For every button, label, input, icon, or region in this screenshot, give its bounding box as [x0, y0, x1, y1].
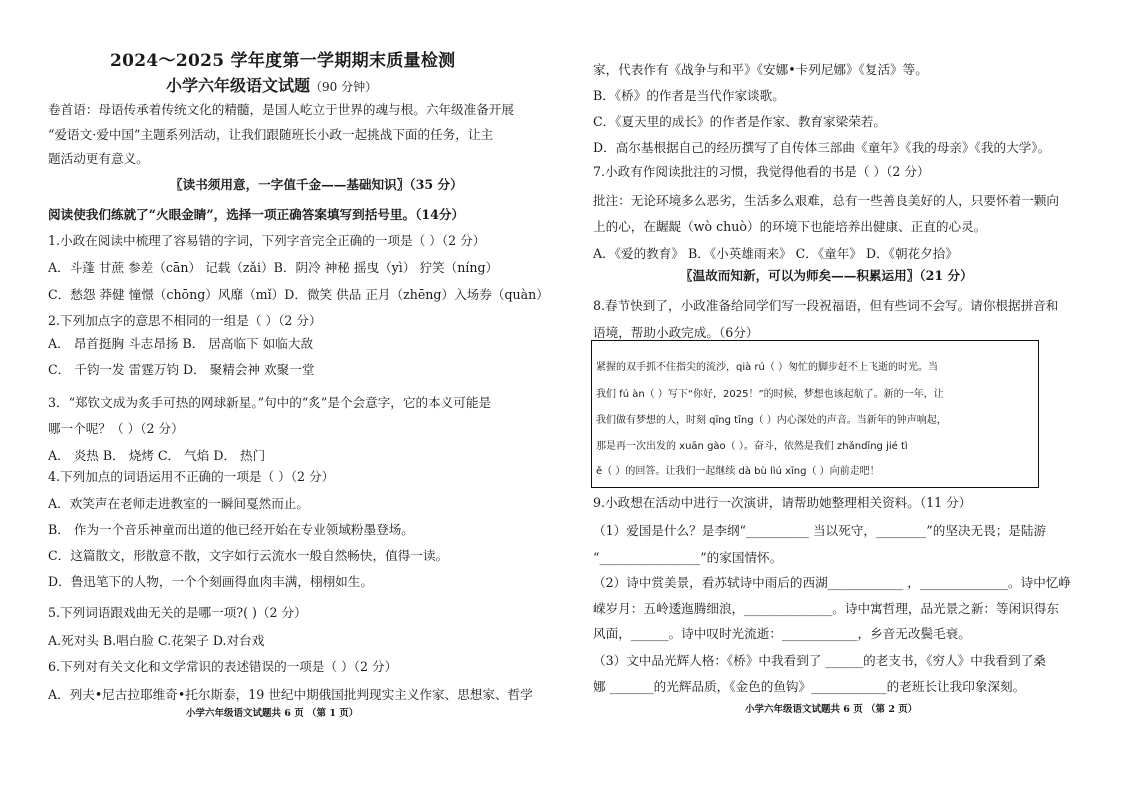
exam-duration: （90 分钟） [310, 80, 378, 94]
question-4-option: C．这篇散文，形散意不散，文字如行云流水一般自然畅快，值得一读。 [48, 548, 449, 563]
exam-title: 2024～2025 学年度第一学期期末质量检测 [110, 51, 456, 71]
question-4-option: A．欢笑声在老师走进教室的一瞬间戛然而止。 [48, 496, 309, 511]
question-6-option: 家，代表作有《战争与和平》《安娜•卡列尼娜》《复活》等。 [593, 62, 928, 77]
page-footer: 小学六年级语文试题共 6 页 （第 1 页） [186, 708, 359, 719]
question-1-options: A．斗蓬 甘蔗 参差（cān） 记载（zǎi）B．阴冷 神秘 摇曳（yì） 狞笑（níng） [48, 260, 499, 275]
question-8-stem: 语境，帮助小政完成。（6分） [593, 325, 759, 340]
question-9-fill: 嵘岁月：五岭逶迤腾细浪，______________。诗中寓哲理，品光景之新：等闲识得东 [593, 601, 1059, 616]
question-1-stem: 1.小政在阅读中梳理了容易错的字词，下列字音完全正确的一项是（ ）（2 分） [48, 233, 486, 248]
section-heading: 〖读书须用意，一字值千金——基础知识〗（35 分） [170, 177, 463, 192]
question-9-fill: “________________”的家国情怀。 [593, 550, 783, 565]
question-4-option: B． 作为一个音乐神童而出道的他已经开始在专业领域粉墨登场。 [48, 522, 414, 537]
pinyin-passage-box [591, 340, 1039, 488]
question-5-stem: 5.下列词语跟戏曲无关的是哪一项?( )（2 分） [48, 605, 307, 620]
question-6-option: D．高尔基根据自己的经历撰写了自传体三部曲《童年》《我的母亲》《我的大学》。 [593, 140, 1051, 155]
intro-line: 卷首语：母语传承着传统文化的精髓，是国人屹立于世界的魂与根。六年级准备开展 [48, 102, 514, 117]
question-9-fill: （1）爱国是什么？是李纲“__________ 当以死守，________”的坚决无畏；是陆游 [593, 523, 1047, 538]
exam-subtitle-text: 小学六年级语文试题 [166, 76, 311, 95]
passage-line: ě（ ）的回答。让我们一起继续 dà bù lìú xīng（ ）向前走吧！ [596, 466, 880, 477]
passage-line: 我们 fú àn（ ）写下“你好，2025！”的时候，梦想也该起航了。新的一年，让 [596, 389, 944, 400]
question-8-stem: 8.春节快到了，小政准备给同学们写一段祝福语，但有些词不会写。请你根据拼音和 [593, 298, 1059, 313]
question-9-fill: （3）文中品光辉人格：《桥》中我看到了 ______的老支书，《穷人》中我看到了桑 [593, 653, 1046, 668]
question-2-options: A． 昂首挺胸 斗志昂扬 B． 居高临下 如临大敌 [48, 336, 314, 351]
question-6-stem: 6.下列对有关文化和文学常识的表述错误的一项是（ ）（2 分） [48, 659, 398, 674]
exam-subtitle [166, 78, 377, 95]
section-heading: 〖温故而知新，可以为师矣——积累运用〗（21 分） [680, 268, 973, 283]
passage-line: 我们做有梦想的人，时刻 qīng tīng（ ）内心深处的声音。当新年的钟声响起， [596, 415, 947, 426]
part-heading: 阅读使我们练就了“火眼金睛”，选择一项正确答案填写到括号里。（14分） [48, 207, 465, 222]
intro-line: 题活动更有意义。 [48, 151, 149, 166]
question-9-fill: 风面，______。诗中叹时光流逝：____________，乡音无改鬓毛衰。 [593, 626, 971, 641]
question-5-options: A.死对头 B.唱白脸 C.花架子 D.对台戏 [48, 633, 265, 648]
page-one [0, 0, 549, 793]
question-1-options: C．愁怨 莽健 憧憬（chōng）风靡（mǐ）D．微笑 供品 正月（zhēng）入场券（quàn） [48, 287, 549, 302]
question-2-options: C． 千钧一发 雷霆万钧 D． 聚精会神 欢聚一堂 [48, 362, 315, 377]
question-6-option: C．《夏天里的成长》的作者是作家、教育家梁荣若。 [593, 114, 886, 129]
question-4-option: D．鲁迅笔下的人物，一个个刻画得血肉丰满，栩栩如生。 [48, 574, 373, 589]
question-7-note: 批注：无论环境多么恶劣，生活多么艰难，总有一些善良美好的人，只要怀着一颗向 [593, 193, 1059, 208]
question-7-stem: 7.小政有作阅读批注的习惯，我觉得他看的书是（ ）（2 分） [593, 164, 930, 179]
question-3-stem: 哪一个呢？（ ）（2 分） [48, 421, 184, 436]
question-9-fill: 娜 _______的光辉品质，《金色的鱼钩》____________的老班长让我印象深刻。 [593, 679, 1026, 694]
question-6-option: A．列夫•尼古拉耶维奇•托尔斯泰，19 世纪中期俄国批判现实主义作家、思想家、哲学 [48, 687, 533, 702]
intro-line: “爱语文·爱中国”主题系列活动，让我们跟随班长小政一起挑战下面的任务，让主 [48, 127, 494, 142]
question-6-option: B．《桥》的作者是当代作家谈歌。 [593, 88, 785, 103]
question-3-stem: 3．“郑钦文成为炙手可热的网球新星。”句中的“炙”是个会意字，它的本义可能是 [48, 395, 492, 410]
page-footer: 小学六年级语文试题共 6 页 （第 2 页） [745, 704, 918, 715]
question-2-stem: 2.下列加点字的意思不相同的一组是（ ）（2 分） [48, 313, 322, 328]
question-9-fill: （2）诗中赏美景，看苏轼诗中雨后的西湖____________ ，______________。诗中忆峥 [593, 575, 1071, 590]
passage-line: 紧握的双手抓不住指尖的流沙，qià rú（ ）匆忙的脚步赶不上飞逝的时光。当 [596, 362, 939, 373]
question-9-stem: 9.小政想在活动中进行一次演讲，请帮助她整理相关资料。（11 分） [593, 495, 972, 510]
question-7-options: A．《爱的教育》 B．《小英雄雨来》 C．《童年》 D．《朝花夕拾》 [593, 246, 958, 261]
passage-line: 那是再一次出发的 xuān gào（ ）。奋斗，依然是我们 zhǎndīng jié tì [596, 441, 908, 452]
question-7-note: 上的心，在龌龊（wò chuò）的环境下也能培养出健康、正直的心灵。 [593, 219, 987, 234]
question-3-options: A． 炎热 B． 烧烤 C． 气焰 D． 热门 [48, 448, 266, 463]
question-4-stem: 4.下列加点的词语运用不正确的一项是（ ）（2 分） [48, 469, 335, 484]
